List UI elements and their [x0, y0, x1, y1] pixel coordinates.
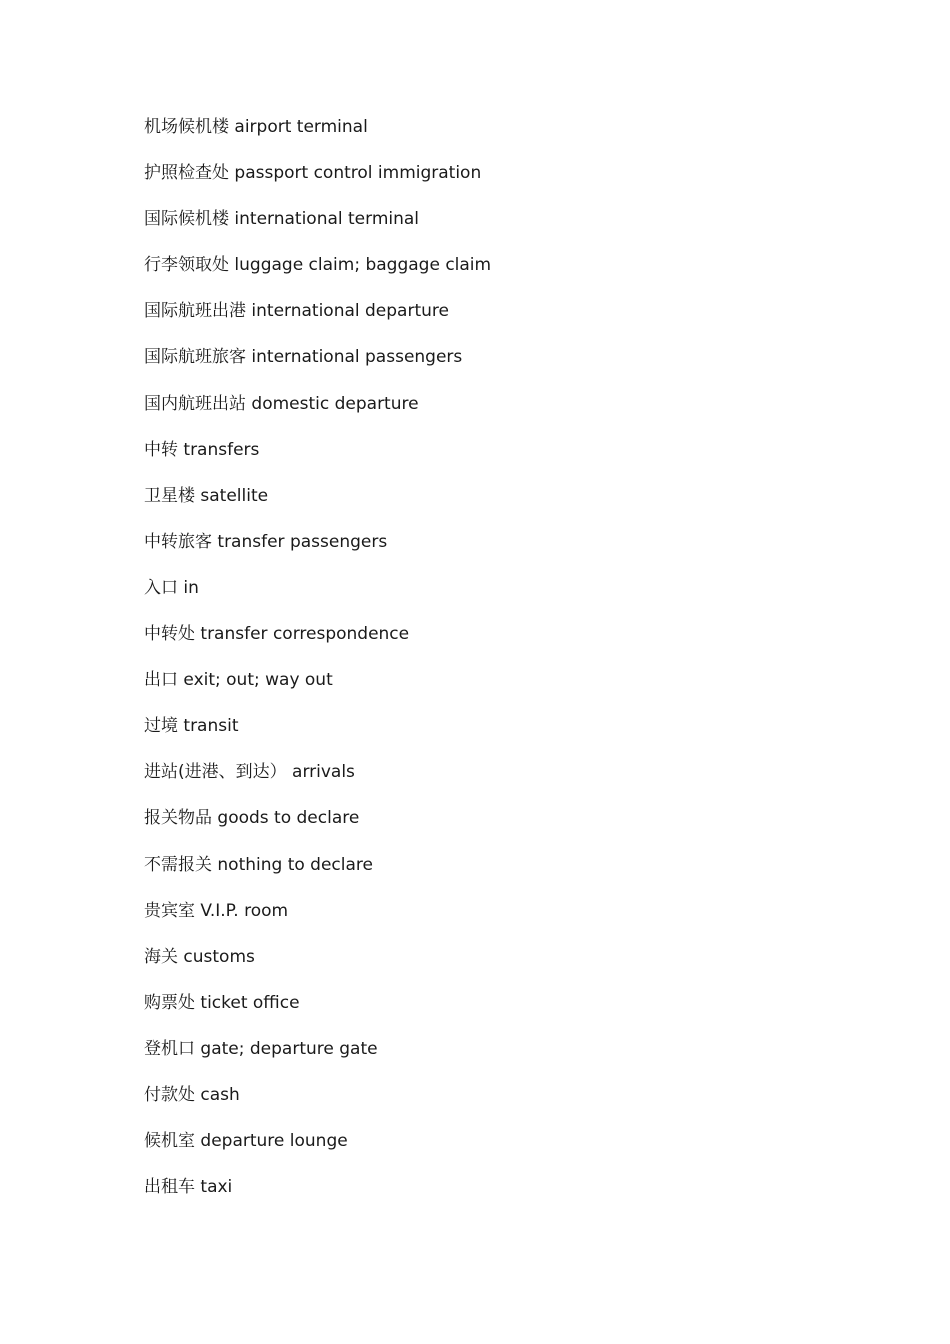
term-item: 付款处 cash	[144, 1084, 240, 1105]
term-item: 海关 customs	[144, 946, 255, 967]
term-item: 国际候机楼 international terminal	[144, 209, 420, 230]
term-item: 国际航班出港 international departure	[144, 301, 449, 322]
term-item: 行李领取处 luggage claim; baggage claim	[144, 255, 492, 276]
term-item: 卫星楼 satellite	[144, 485, 269, 506]
airport-vocabulary-list	[144, 116, 491, 1222]
term-item: 登机口 gate; departure gate	[144, 1038, 378, 1059]
term-item: 中转旅客 transfer passengers	[144, 531, 388, 552]
term-item: 候机室 departure lounge	[144, 1131, 348, 1152]
term-item: 出租车 taxi	[144, 1177, 233, 1198]
term-item: 机场候机楼 airport terminal	[144, 117, 368, 137]
term-item: 报关物品 goods to declare	[144, 808, 360, 829]
term-item: 出口 exit; out; way out	[144, 670, 333, 691]
term-item: 过境 transit	[144, 716, 239, 737]
term-item: 贵宾室 V.I.P. room	[144, 900, 289, 921]
term-item: 不需报关 nothing to declare	[144, 854, 373, 875]
term-item: 进站(进港、到达） arrivals	[144, 762, 355, 783]
term-item: 国际航班旅客 international passengers	[144, 347, 463, 368]
term-item: 入口 in	[144, 577, 199, 598]
term-item: 国内航班出站 domestic departure	[144, 393, 419, 414]
term-item: 购票处 ticket office	[144, 992, 300, 1013]
term-item: 中转 transfers	[144, 439, 260, 460]
term-item: 中转处 transfer correspondence	[144, 624, 410, 645]
term-item: 护照检查处 passport control immigration	[144, 163, 482, 184]
